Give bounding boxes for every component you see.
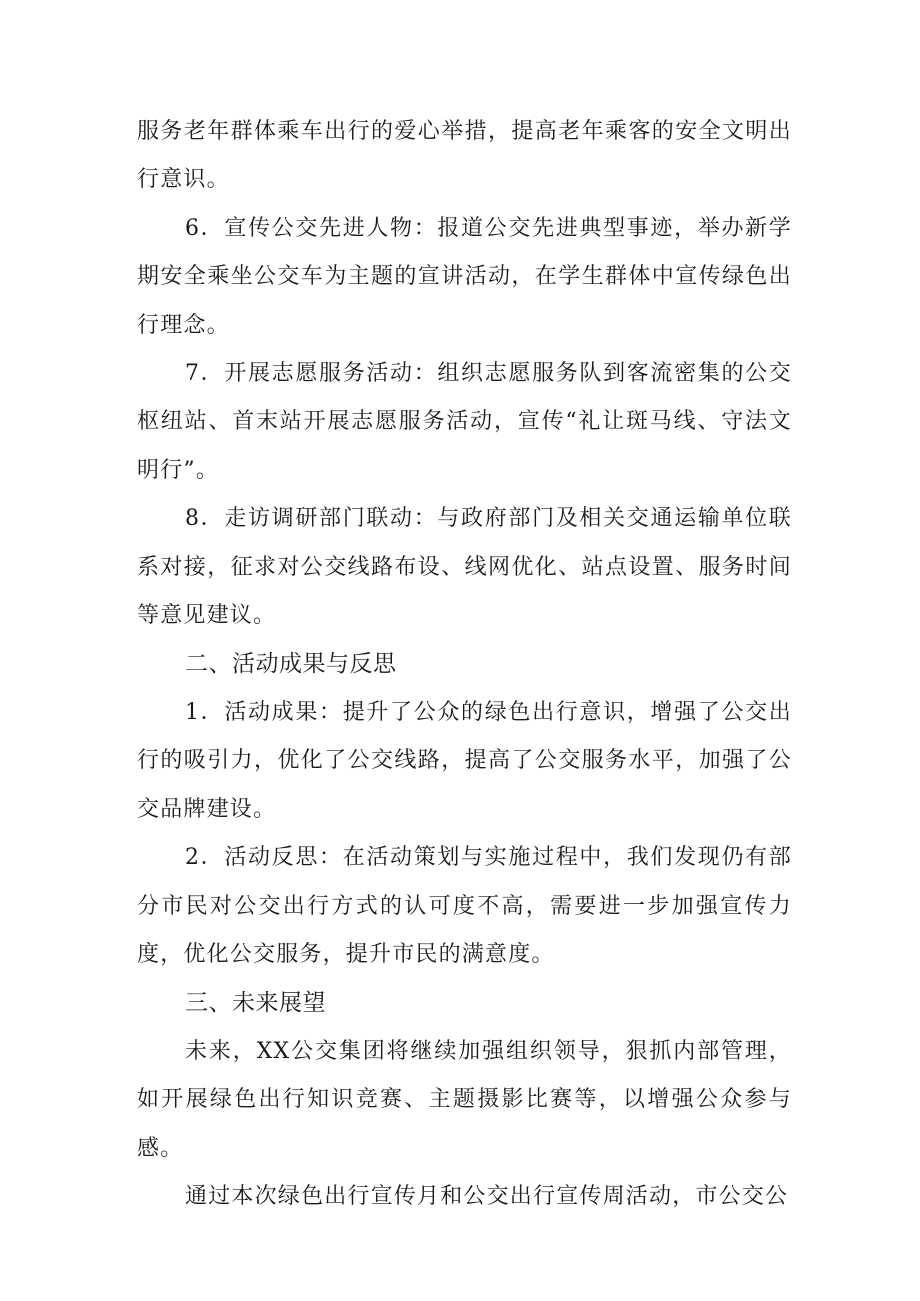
section-heading-outlook: 三、未来展望 bbox=[185, 990, 326, 1017]
paragraph-continuation: 服务老年群体乘车出行的爱心举措，提高老年乘客的安全文明出行意识。 bbox=[137, 119, 792, 193]
paragraph-item-7: 7．开展志愿服务活动：组织志愿服务队到客流密集的公交枢纽站、首末站开展志愿服务活动，宣传“礼让斑马线、守法文明行”。 bbox=[137, 361, 792, 483]
paragraph-results-2: 2．活动反思：在活动策划与实施过程中，我们发现仍有部分市民对公交出行方式的认可度不高，需要进一步加强宣传力度，优化公交服务，提升市民的满意度。 bbox=[137, 845, 792, 967]
section-heading-results: 二、活动成果与反思 bbox=[185, 651, 397, 678]
paragraph-item-6: 6．宣传公交先进人物：报道公交先进典型事迹，举办新学期安全乘坐公交车为主题的宣讲活动，在学生群体中宣传绿色出行理念。 bbox=[137, 215, 792, 338]
paragraph-item-8: 8．走访调研部门联动：与政府部门及相关交通运输单位联系对接，征求对公交线路布设、线网优化、站点设置、服务时间等意见建议。 bbox=[137, 506, 792, 629]
paragraph-outlook: 未来，XX公交集团将继续加强组织领导，狠抓内部管理，如开展绿色出行知识竞赛、主题摄影比赛等，以增强公众参与感。 bbox=[137, 1038, 792, 1161]
paragraph-results-1: 1．活动成果：提升了公众的绿色出行意识，增强了公交出行的吸引力，优化了公交线路，提高了公交服务水平，加强了公交品牌建设。 bbox=[137, 699, 792, 822]
paragraph-closing: 通过本次绿色出行宣传月和公交出行宣传周活动，市公交公 bbox=[185, 1183, 789, 1209]
document-body bbox=[137, 108, 792, 1221]
